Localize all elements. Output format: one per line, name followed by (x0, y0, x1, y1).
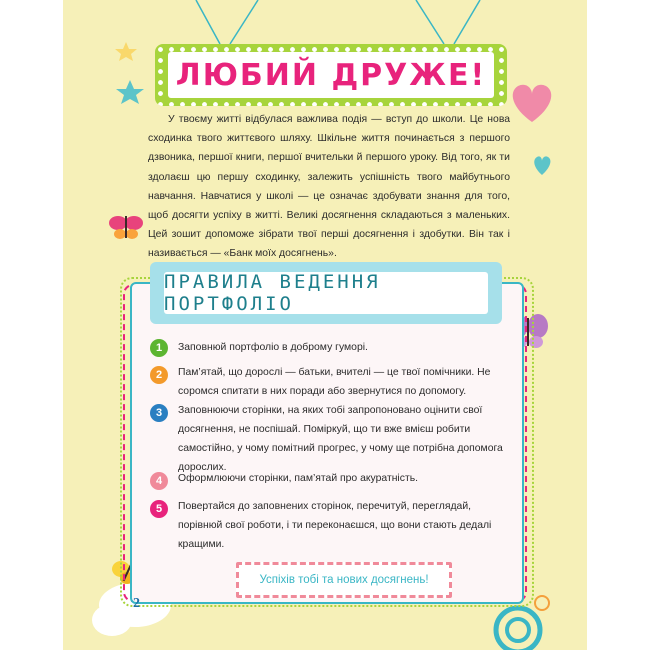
rule-item: Оформлюючи сторінки, пам’ятай про акуратність. (178, 473, 418, 484)
page-number: 2 (133, 596, 140, 611)
rule-number: 1 (155, 342, 163, 354)
butterfly-icon (109, 216, 143, 239)
cloud-shape (92, 604, 132, 636)
rule-number-badge (150, 472, 168, 490)
rule-item: Заповнюючи сторінки, на яких тобі запропоновано оцінити свої досягнення, не поспішай. Поміркуй, що ти вже вмієш робити самостійно, у чому помітний прогрес, у чому ще потрібна допомога дорослих. (178, 405, 503, 473)
star-icon (116, 80, 144, 104)
page-title: ЛЮБИЙ ДРУЖЕ! (175, 57, 487, 93)
rule-number-badge (150, 500, 168, 518)
heart-icon (513, 85, 552, 122)
rule-number: 2 (155, 369, 163, 381)
rule-number-badge (150, 339, 168, 357)
rules-banner-inner (164, 272, 488, 314)
star-icon (115, 42, 137, 61)
rule-item: Заповнюй портфоліо в доброму гуморі. (178, 342, 368, 353)
rule-number: 5 (155, 503, 163, 515)
rule-number: 3 (155, 407, 163, 419)
rules-title: ПРАВИЛА ВЕДЕННЯ ПОРТФОЛІО (164, 271, 381, 315)
wish-box (236, 562, 452, 598)
string-right-2 (454, 0, 480, 44)
rule-number-badge (150, 366, 168, 384)
rule-item: Повертайся до заповнених сторінок, перечитуй, переглядай, порівнюй свої роботи, і ти переконаєшся, що вони стають дедалі кращими. (178, 501, 492, 550)
heart-icon (534, 156, 550, 175)
rule-number-badge (150, 404, 168, 422)
rule-item: Пам’ятай, що дорослі — батьки, вчителі — це твої помічники. Не соромся спитати в них поради або звернутися по допомогу. (178, 367, 491, 397)
string-right (416, 0, 444, 44)
title-banner-inner (168, 52, 494, 98)
wish-text: Успіхів тобі та нових досягнень! (259, 574, 429, 586)
string-left-2 (230, 0, 258, 44)
rule-number: 4 (155, 475, 163, 487)
string-left (196, 0, 220, 44)
intro-paragraph: У твоєму житті відбулася важлива подія — вступ до школи. Це нова сходинка твого життєвого шляху. Шкільне життя починається з першого дзвоника, першої книги, першої вчительки й першого уроку. Від того, як ти здолаєш цю першу сходинку, залежить успішність твого майбутнього навчання. Навчатися у школі — це означає здобувати знання для того, щоб досягти успіху в житті. Великі досягнення складаються з маленьких. Цей зошит допоможе зібрати твої перші досягнення і здобутки. Він так і називається — «Банк моїх досягнень». (148, 114, 510, 260)
